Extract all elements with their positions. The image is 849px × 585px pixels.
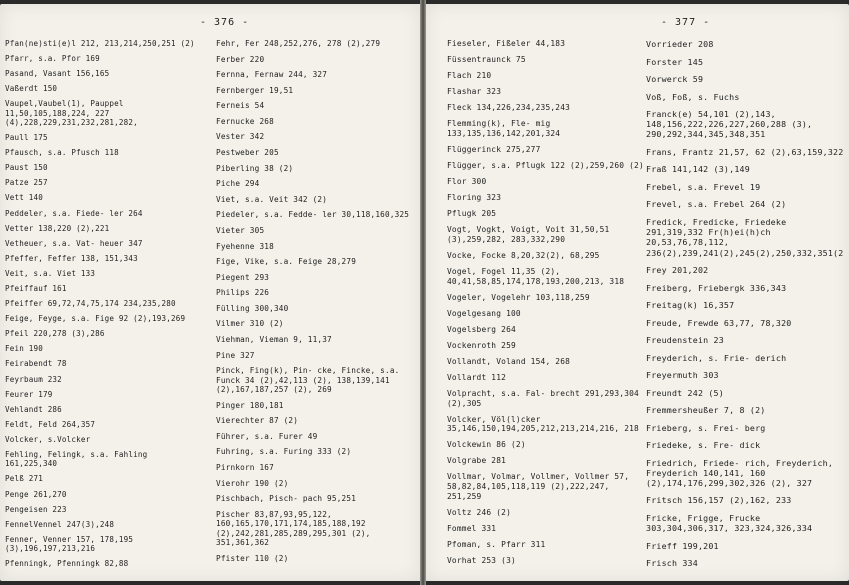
index-entry: Fuhring, s.a. Furing 333 (2)	[216, 447, 352, 457]
index-entry: Frans, Frantz 21,57, 62 (2),63,159,322	[646, 146, 844, 157]
index-entry: Vollandt, Voland 154, 268	[447, 356, 571, 366]
index-entry: Fernucke 268	[216, 116, 274, 126]
index-entry: Pfarr, s.a. Pfor 169	[5, 54, 100, 64]
index-entry: Piberling 38 (2)	[216, 163, 294, 173]
index-entry: Frey 201,202	[646, 265, 709, 276]
index-entry: Fernna, Fernaw 244, 327	[216, 70, 328, 80]
index-entry: Vehlandt 286	[5, 404, 62, 414]
index-entry: Flashar 323	[447, 87, 502, 97]
index-entry: Vogeler, Vogelehr 103,118,259	[447, 292, 590, 302]
index-entry: Vett 140	[5, 193, 43, 203]
index-entry: Veit, s.a. Viet 133	[5, 268, 96, 278]
index-entry: Voß, Foß, s. Fuchs	[646, 91, 740, 102]
index-entry: Fülling 300,340	[216, 303, 289, 313]
index-entry: Freyermuth 303	[646, 370, 719, 381]
index-entry: Fyehenne 318	[216, 241, 274, 251]
index-entry: Fritsch 156,157 (2),162, 233	[646, 495, 792, 506]
index-entry: Vogt, Vogkt, Voigt, Voit 31,50,51 (3),259,282, 283,332,290	[447, 225, 610, 244]
index-entry: Piedeler, s.a. Fedde- ler 30,118,160,325	[216, 210, 410, 220]
index-entry: Pirnkorn 167	[216, 463, 274, 472]
index-entry: Vollardt 112	[447, 372, 507, 382]
index-entry: Pasand, Vasant 156,165	[5, 69, 110, 79]
left-page	[0, 4, 420, 581]
index-entry: Pfoman, s. Pfarr 311	[447, 539, 546, 549]
index-entry: Vaupel,Vaubel(1), Pauppel 11,50,105,188,224, 227 (4),228,229,231,232,281,282,	[5, 99, 138, 127]
index-entry: Pfister 110 (2)	[216, 553, 289, 563]
index-entry: Volcker, s.Volcker	[5, 434, 91, 444]
index-entry: Patze 257	[5, 178, 48, 188]
index-entry: Freitag(k) 16,357	[646, 300, 735, 311]
index-entry: Pinck, Fing(k), Pin- cke, Fincke, s.a. Funck 34 (2),42,113 (2), 138,139,141 (2),167,187,257 (2), 269	[216, 366, 400, 395]
index-entry: Friedrich, Friede- rich, Freyderich, Freyderich 140,141, 160 (2),174,176,299,302,326 (2), 327	[646, 457, 834, 488]
index-entry: Freundt 242 (5)	[646, 387, 724, 398]
index-entry: Feige, Feyge, s.a. Fige 92 (2),193,269	[5, 314, 186, 324]
index-entry: Friedeke, s. Fre- dick	[646, 440, 761, 451]
index-entry: Vorhat 253 (3)	[447, 555, 516, 565]
index-entry: Ferneis 54	[216, 101, 265, 111]
index-entry: Fenner, Venner 157, 178,195 (3),196,197,213,216	[5, 534, 134, 554]
index-entry: Flemming(k), Fle- mig 133,135,136,142,201,324	[447, 119, 561, 138]
index-entry: Pfeffer, Feffer 138, 151,343	[5, 253, 138, 263]
index-entry: Feirabendt 78	[5, 359, 67, 369]
index-entry: Pischbach, Pisch- pach 95,251	[216, 494, 357, 504]
index-entry: Paull 175	[5, 133, 48, 143]
index-entry: Vieter 305	[216, 225, 265, 235]
index-entry: Feurer 179	[5, 389, 53, 399]
index-entry: Vockenroth 259	[447, 340, 516, 350]
index-entry: Fremmersheußer 7, 8 (2)	[646, 405, 766, 416]
index-entry: Vester 342	[216, 132, 265, 142]
index-entry: Frieff 199,201	[646, 540, 719, 551]
index-entry: Volgrabe 281	[447, 456, 507, 466]
index-entry: Penge 261,270	[5, 489, 67, 499]
index-entry: Fredick, Fredicke, Friedeke 291,319,332 Fr(h)ei(h)ch 20,53,76,78,112, 236(2),239,241(2),245(2),250,332,351(2	[646, 216, 844, 258]
index-entry: Pfausch, s.a. Pfusch 118	[5, 148, 119, 158]
index-entry: Pelß 271	[5, 474, 43, 484]
index-entry: Voltz 246 (2)	[447, 507, 511, 517]
index-entry: Fieseler, Fißeler 44,183	[447, 39, 566, 48]
page-number: - 376 -	[200, 17, 250, 28]
index-entry: Fleck 134,226,234,235,243	[447, 103, 571, 113]
index-entry: Volckewin 86 (2)	[447, 440, 526, 450]
right-page	[426, 4, 849, 581]
index-entry: Viehman, Vieman 9, 11,37	[216, 334, 332, 344]
index-entry: Vetter 138,220 (2),221	[5, 223, 110, 233]
index-entry: Pine 327	[216, 350, 255, 360]
index-entry: Vogelgesang 100	[447, 308, 521, 318]
index-entry: Fehling, Felingk, s.a. Fahling 161,225,340	[5, 450, 148, 469]
index-entry: Vogel, Fogel 11,35 (2), 40,41,58,85,174,178,193,200,213, 318	[447, 266, 625, 286]
index-entry: Forster 145	[646, 56, 704, 67]
index-entry: Fige, Vike, s.a. Feige 28,279	[216, 257, 357, 267]
index-entry: Frebel, s.a. Frevel 19	[646, 181, 761, 192]
index-entry: Frisch 334	[646, 558, 698, 569]
index-entry: Flor 300	[447, 177, 487, 187]
index-entry: Frieberg, s. Frei- berg	[646, 422, 766, 433]
index-column	[646, 39, 844, 576]
index-entry: Pischer 83,87,93,95,122, 160,165,170,171,174,185,188,192 (2),242,281,285,289,295,301 (2), 351,361,362	[216, 509, 371, 548]
index-entry: Flüggerinck 275,277	[447, 144, 541, 154]
index-entry: Vierechter 87 (2)	[216, 416, 299, 426]
index-entry: Fehr, Fer 248,252,276, 278 (2),279	[216, 39, 381, 48]
index-entry: Pengeisen 223	[5, 504, 67, 514]
index-entry: Piche 294	[216, 179, 260, 189]
index-entry: FennelVennel 247(3),248	[5, 519, 115, 529]
index-entry: Floring 323	[447, 193, 502, 203]
index-entry: Peddeler, s.a. Fiede- ler 264	[5, 208, 143, 218]
index-entry: Flach 210	[447, 71, 492, 81]
index-entry: Flügger, s.a. Pflugk 122 (2),259,260 (2)	[447, 160, 644, 170]
index-entry: Pfeil 220,278 (3),286	[5, 329, 105, 339]
index-entry: Vetheuer, s.a. Vat- heuer 347	[5, 238, 143, 248]
index-entry: Vorrieder 208	[646, 39, 714, 49]
index-entry: Philips 226	[216, 288, 270, 298]
index-entry: Piegent 293	[216, 272, 270, 282]
index-entry: Pfan(ne)sti(e)l 212, 213,214,250,251 (2)	[5, 39, 195, 48]
index-column	[216, 39, 414, 569]
index-entry: Freudenstein 23	[646, 335, 724, 346]
index-entry: Freude, Frewde 63,77, 78,320	[646, 317, 792, 328]
index-entry: Vogelsberg 264	[447, 324, 516, 334]
index-entry: Ferber 220	[216, 54, 265, 64]
index-entry: Feldt, Feld 264,357	[5, 419, 96, 429]
index-entry: Pfenningk, Pfenningk 82,88	[5, 559, 129, 569]
index-entry: Franck(e) 54,101 (2),143, 148,156,222,226,227,260,288 (3), 290,292,344,345,348,351	[646, 109, 813, 140]
index-entry: Pfeiffauf 161	[5, 284, 67, 293]
index-entry: Volpracht, s.a. Fal- brecht 291,293,304 (2),305	[447, 388, 639, 408]
index-entry: Vilmer 310 (2)	[216, 319, 284, 329]
index-column	[5, 39, 203, 574]
index-entry: Viet, s.a. Veit 342 (2)	[216, 194, 328, 204]
index-entry: Fraß 141,142 (3),149	[646, 164, 750, 175]
index-entry: Fein 190	[5, 344, 43, 354]
index-entry: Frevel, s.a. Frebel 264 (2)	[646, 199, 787, 210]
page-number: - 377 -	[661, 17, 711, 28]
index-entry: Fommel 331	[447, 523, 497, 533]
index-entry: Vocke, Focke 8,20,32(2), 68,295	[447, 250, 600, 260]
index-entry: Vorwerck 59	[646, 74, 704, 84]
index-entry: Feyrbaum 232	[5, 374, 62, 384]
index-entry: Paust 150	[5, 163, 48, 173]
index-entry: Fernberger 19,51	[216, 85, 294, 95]
index-entry: Pflugk 205	[447, 209, 497, 219]
index-column	[447, 39, 645, 572]
index-entry: Pfeiffer 69,72,74,75,174 234,235,280	[5, 299, 176, 309]
index-entry: Vaßerdt 150	[5, 84, 58, 94]
index-entry: Pinger 180,181	[216, 400, 284, 410]
index-entry: Freiberg, Friebergk 336,343	[646, 282, 787, 293]
index-entry: Vollmar, Volmar, Vollmer, Vollmer 57, 58,82,84,105,118,119 (2),222,247, 251,259	[447, 472, 630, 501]
index-entry: Führer, s.a. Furer 49	[216, 431, 318, 441]
index-entry: Fricke, Frigge, Frucke 303,304,306,317, 323,324,326,334	[646, 512, 813, 534]
index-entry: Freyderich, s. Frie- derich	[646, 352, 787, 363]
index-entry: Volcker, Völ(l)cker 35,146,150,194,205,212,213,214,216, 218	[447, 414, 639, 434]
index-entry: Vierohr 190 (2)	[216, 478, 289, 488]
index-entry: Füssentraunck 75	[447, 55, 526, 65]
index-entry: Pestweber 205	[216, 148, 279, 158]
